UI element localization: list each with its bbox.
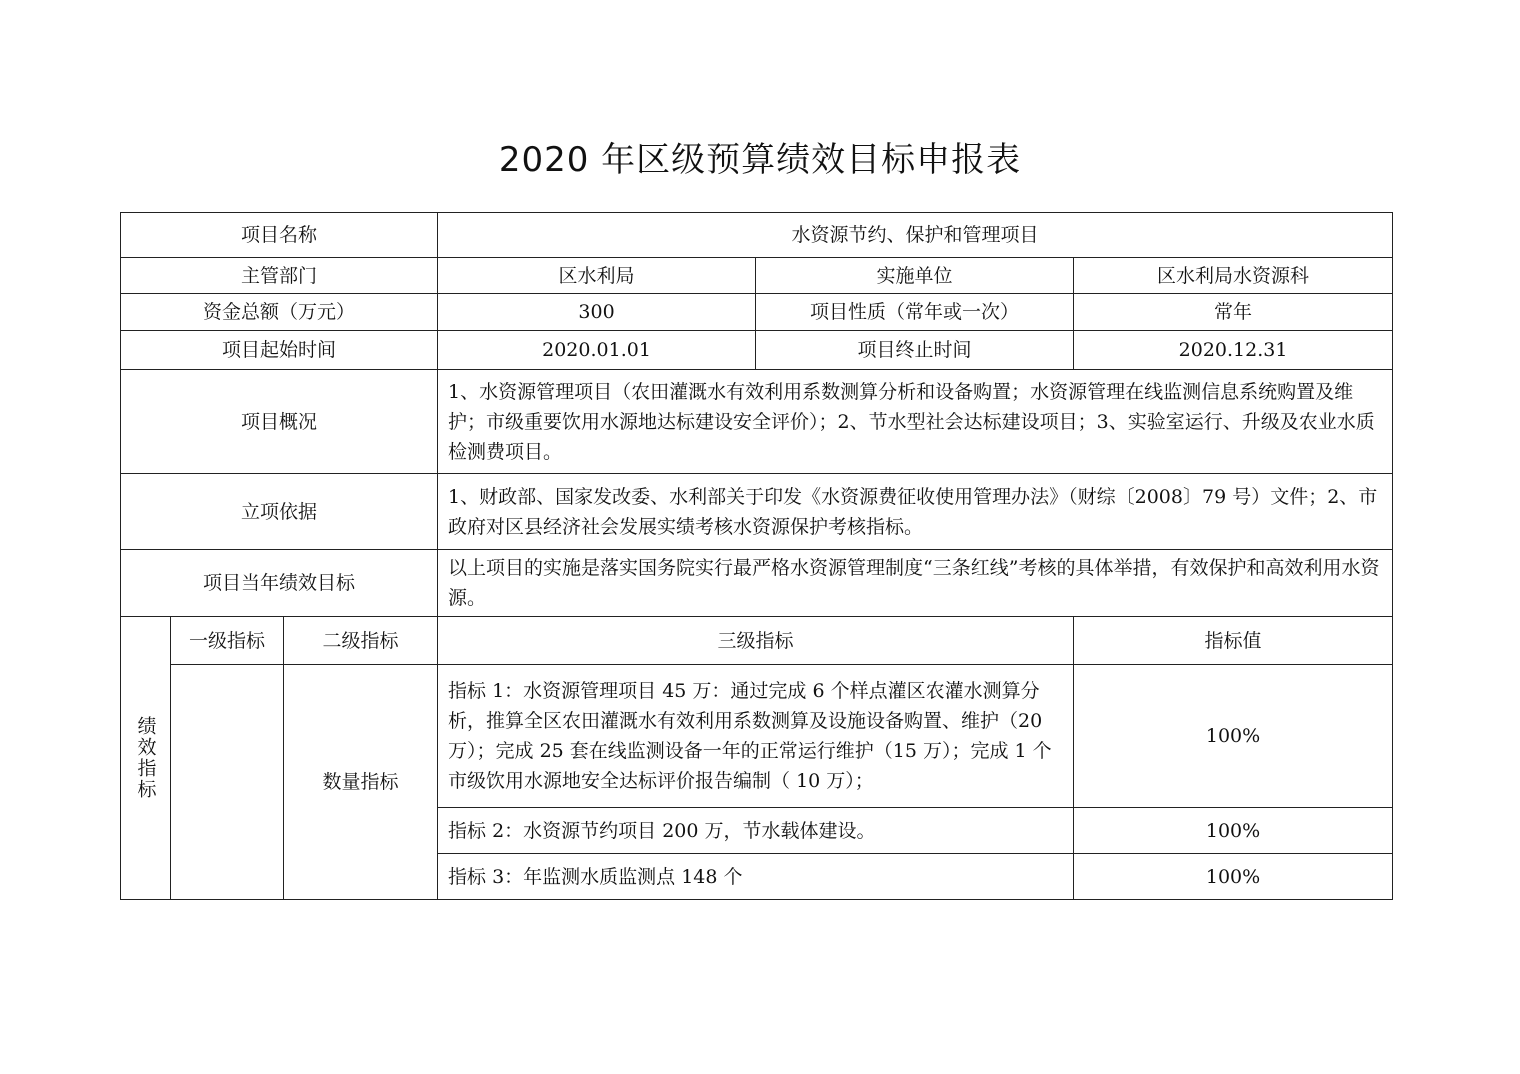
basis-value: 1、财政部、国家发改委、水利部关于印发《水资源费征收使用管理办法》（财综〔2008〕79 号）文件；2、市政府对区县经济社会发展实绩考核水资源保护考核指标。 [438, 474, 1393, 550]
performance-indicator-section-label: 绩效指标 [121, 617, 171, 900]
start-date-value: 2020.01.01 [438, 331, 756, 370]
start-date-label: 项目起始时间 [121, 331, 438, 370]
level2-header: 二级指标 [284, 617, 438, 665]
level2-value: 数量指标 [284, 665, 438, 900]
row-department [121, 258, 1393, 294]
row-indicator-headers [121, 617, 1393, 665]
indicator-3-text: 指标 3：年监测水质监测点 148 个 [438, 854, 1074, 900]
overview-value: 1、水资源管理项目（农田灌溉水有效利用系数测算分析和设备购置；水资源管理在线监测信息系统购置及维护；市级重要饮用水源地达标建设安全评价）；2、节水型社会达标建设项目；3、实验室运行、升级及农业水质检测费项目。 [438, 370, 1393, 474]
funds-label: 资金总额（万元） [121, 294, 438, 331]
goal-label: 项目当年绩效目标 [121, 550, 438, 617]
project-name-value: 水资源节约、保护和管理项目 [438, 213, 1393, 258]
indicator-3-value: 100% [1074, 854, 1393, 900]
funds-value: 300 [438, 294, 756, 331]
row-funds [121, 294, 1393, 331]
department-label: 主管部门 [121, 258, 438, 294]
impl-unit-label: 实施单位 [756, 258, 1074, 294]
row-project-name [121, 213, 1393, 258]
budget-form-table [120, 212, 1393, 900]
nature-label: 项目性质（常年或一次） [756, 294, 1074, 331]
row-overview [121, 370, 1393, 474]
indicator-1-value: 100% [1074, 665, 1393, 808]
row-goal [121, 550, 1393, 617]
impl-unit-value: 区水利局水资源科 [1074, 258, 1393, 294]
indicator-value-header: 指标值 [1074, 617, 1393, 665]
indicator-row-1 [121, 665, 1393, 808]
row-dates [121, 331, 1393, 370]
level3-header: 三级指标 [438, 617, 1074, 665]
level1-value [171, 665, 284, 900]
overview-label: 项目概况 [121, 370, 438, 474]
indicator-2-text: 指标 2：水资源节约项目 200 万，节水载体建设。 [438, 808, 1074, 854]
nature-value: 常年 [1074, 294, 1393, 331]
end-date-label: 项目终止时间 [756, 331, 1074, 370]
end-date-value: 2020.12.31 [1074, 331, 1393, 370]
indicator-2-value: 100% [1074, 808, 1393, 854]
project-name-label: 项目名称 [121, 213, 438, 258]
level1-header: 一级指标 [171, 617, 284, 665]
basis-label: 立项依据 [121, 474, 438, 550]
page-title: 2020 年区级预算绩效目标申报表 [498, 140, 1022, 180]
indicator-1-text: 指标 1：水资源管理项目 45 万：通过完成 6 个样点灌区农灌水测算分析，推算全区农田灌溉水有效利用系数测算及设施设备购置、维护（20 万）；完成 25 套在线监测设备一年的正常运行维护（15 万）；完成 1 个市级饮用水源地安全达标评价报告编制（ 10 万）； [438, 665, 1074, 808]
goal-value: 以上项目的实施是落实国务院实行最严格水资源管理制度“三条红线”考核的具体举措，有效保护和高效利用水资源。 [438, 550, 1393, 617]
row-basis [121, 474, 1393, 550]
department-value: 区水利局 [438, 258, 756, 294]
